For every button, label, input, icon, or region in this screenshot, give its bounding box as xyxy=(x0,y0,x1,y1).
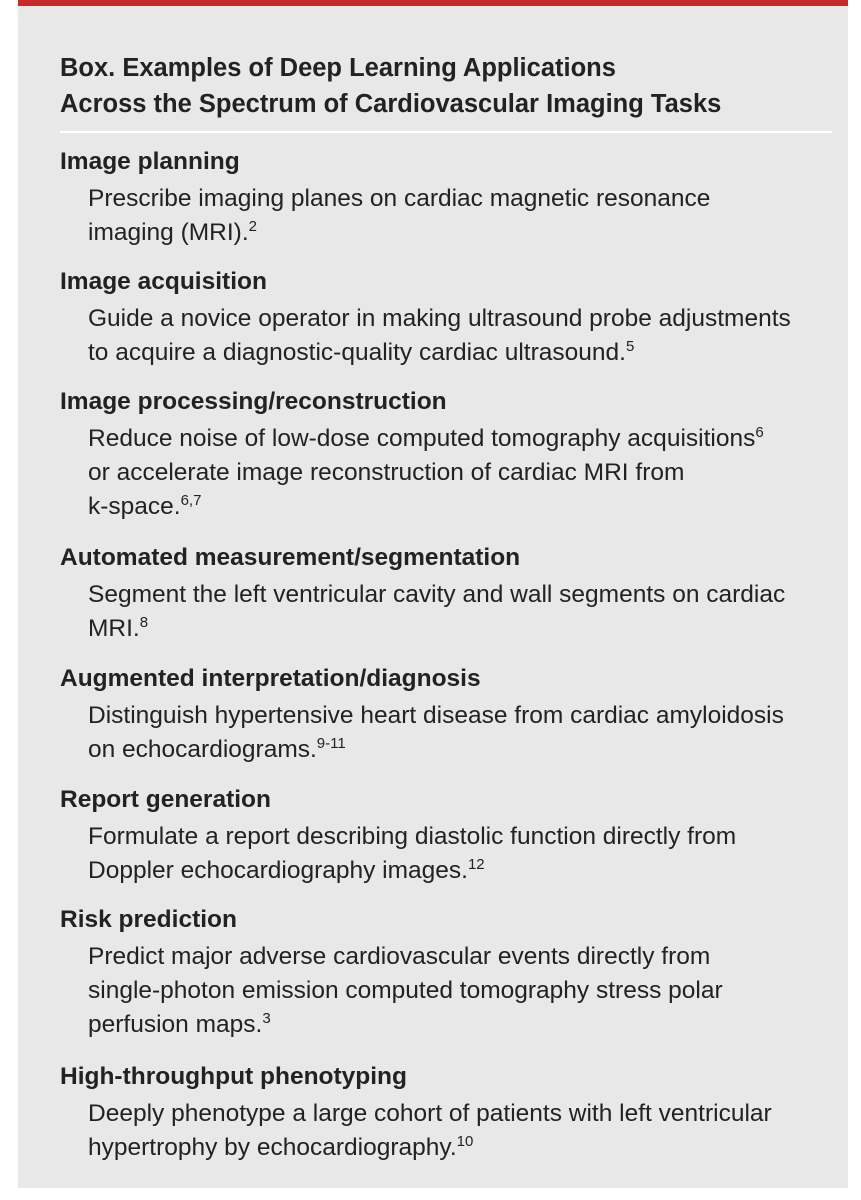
entry-high-throughput-phenotyping xyxy=(60,1059,840,1165)
description-line xyxy=(88,974,840,1008)
entry-description xyxy=(88,1097,840,1165)
line-text: or accelerate image reconstruction of cardiac MRI from xyxy=(88,459,685,486)
description-line xyxy=(88,820,840,854)
entry-heading: Report generation xyxy=(60,786,271,813)
line-text: imaging (MRI). xyxy=(88,219,249,246)
description-line xyxy=(88,854,840,888)
reference-superscript: 10 xyxy=(456,1133,474,1150)
description-line xyxy=(88,336,840,370)
description-line xyxy=(88,733,840,767)
description-line xyxy=(88,216,840,250)
box-title-line: Across the Spectrum of Cardiovascular Imaging Tasks xyxy=(60,90,722,118)
description-line xyxy=(88,1097,840,1131)
entry-heading: Image planning xyxy=(60,148,240,175)
entry-description xyxy=(88,422,840,524)
line-text: to acquire a diagnostic-quality cardiac ultrasound. xyxy=(88,339,626,366)
line-text: Prescribe imaging planes on cardiac magnetic resonance xyxy=(88,185,711,212)
deep-learning-box xyxy=(18,0,848,1188)
line-text: Formulate a report describing diastolic function directly from xyxy=(88,823,737,850)
reference-superscript: 3 xyxy=(262,1010,271,1027)
line-text: perfusion maps. xyxy=(88,1011,263,1038)
line-text: single-photon emission computed tomography stress polar xyxy=(88,977,723,1004)
line-text: Predict major adverse cardiovascular events directly from xyxy=(88,943,711,970)
entry-report-generation xyxy=(60,782,840,888)
entry-description xyxy=(88,182,840,250)
line-text: Distinguish hypertensive heart disease from cardiac amyloidosis xyxy=(88,702,784,729)
entry-description xyxy=(88,578,840,646)
line-text: Guide a novice operator in making ultrasound probe adjustments xyxy=(88,305,791,332)
description-line xyxy=(88,302,840,336)
entry-image-processing xyxy=(60,384,840,524)
description-line xyxy=(88,612,840,646)
description-line xyxy=(88,1131,840,1165)
line-text: Reduce noise of low-dose computed tomography acquisitions xyxy=(88,425,756,452)
reference-superscript: 6,7 xyxy=(180,492,202,509)
box-title-line: Box. Examples of Deep Learning Applications xyxy=(60,54,616,82)
entry-heading: Image acquisition xyxy=(60,268,267,295)
line-text: Doppler echocardiography images. xyxy=(88,857,468,884)
description-line xyxy=(88,456,840,490)
reference-superscript: 2 xyxy=(248,218,257,235)
line-text: hypertrophy by echocardiography. xyxy=(88,1134,457,1161)
entry-image-acquisition xyxy=(60,264,840,370)
entry-heading: Image processing/reconstruction xyxy=(60,388,447,415)
entry-description xyxy=(88,699,840,767)
entry-heading: High-throughput phenotyping xyxy=(60,1063,407,1090)
entry-heading: Automated measurement/segmentation xyxy=(60,544,521,571)
line-text: MRI. xyxy=(88,615,140,642)
entry-image-planning xyxy=(60,144,840,250)
entry-description xyxy=(88,820,840,888)
reference-superscript: 8 xyxy=(139,614,149,631)
description-line xyxy=(88,422,840,456)
title-divider xyxy=(60,131,832,133)
reference-superscript: 5 xyxy=(625,338,635,355)
entry-description xyxy=(88,940,840,1042)
description-line xyxy=(88,182,840,216)
line-text: on echocardiograms. xyxy=(88,736,317,763)
reference-superscript: 9-11 xyxy=(316,735,346,752)
description-line xyxy=(88,699,840,733)
description-line xyxy=(88,490,840,524)
description-line xyxy=(88,578,840,612)
entry-risk-prediction xyxy=(60,902,840,1042)
line-text: Segment the left ventricular cavity and wall segments on cardiac xyxy=(88,581,786,608)
description-line xyxy=(88,1008,840,1042)
box-title xyxy=(60,50,800,122)
entry-automated-measurement xyxy=(60,540,840,646)
reference-superscript: 6 xyxy=(755,424,764,441)
entry-heading: Augmented interpretation/diagnosis xyxy=(60,665,481,692)
line-text: k-space. xyxy=(88,493,181,520)
reference-superscript: 12 xyxy=(467,856,485,873)
line-text: Deeply phenotype a large cohort of patients with left ventricular xyxy=(88,1100,772,1127)
entry-augmented-interpretation xyxy=(60,661,840,767)
description-line xyxy=(88,940,840,974)
entry-heading: Risk prediction xyxy=(60,906,237,933)
entry-description xyxy=(88,302,840,370)
